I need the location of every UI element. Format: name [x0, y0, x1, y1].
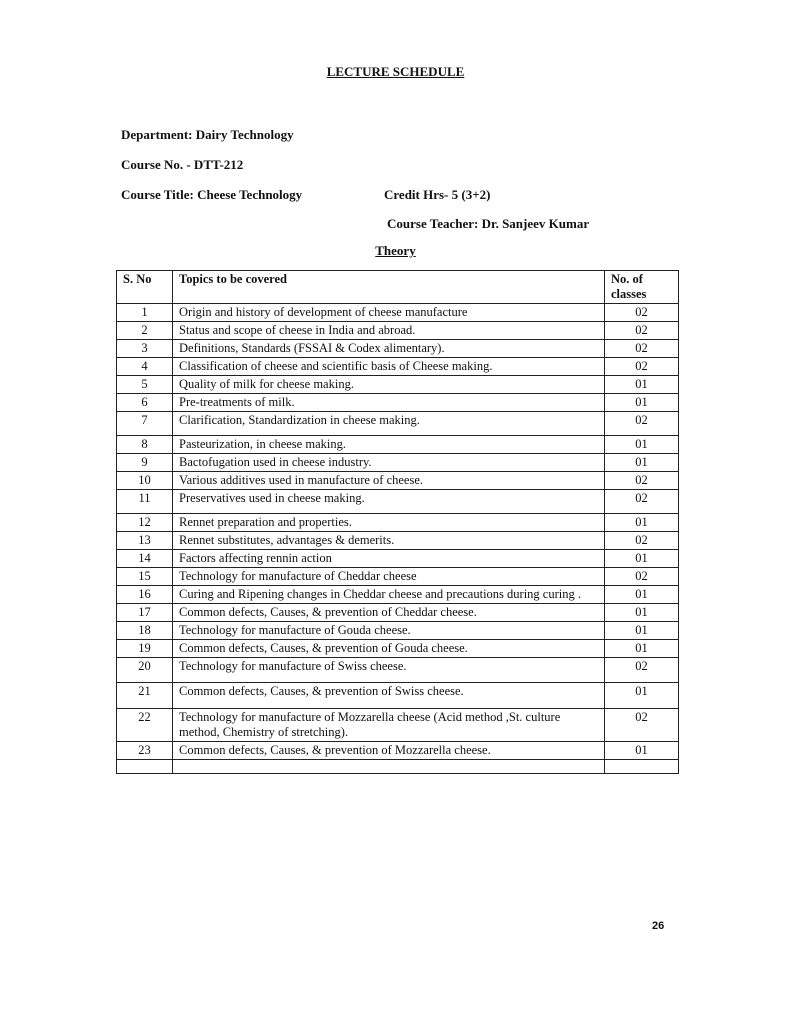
- header-topic: Topics to be covered: [173, 271, 605, 304]
- cell-classes: 02: [605, 304, 679, 322]
- table-row: [117, 358, 679, 376]
- cell-topic: Common defects, Causes, & prevention of Gouda cheese.: [173, 640, 605, 658]
- cell-topic: Common defects, Causes, & prevention of Mozzarella cheese.: [173, 742, 605, 760]
- cell-classes: 01: [605, 550, 679, 568]
- cell-classes: 01: [605, 622, 679, 640]
- cell-classes: 01: [605, 454, 679, 472]
- cell-sno: 13: [117, 532, 173, 550]
- cell-sno: 17: [117, 604, 173, 622]
- cell-sno: 12: [117, 514, 173, 532]
- cell-topic: Clarification, Standardization in cheese making.: [173, 412, 605, 436]
- cell-classes: 02: [605, 412, 679, 436]
- table-row: [117, 394, 679, 412]
- table-row: [117, 412, 679, 436]
- cell-topic: Technology for manufacture of Cheddar cheese: [173, 568, 605, 586]
- cell-sno: 5: [117, 376, 173, 394]
- cell-classes: 02: [605, 658, 679, 683]
- cell-classes: 02: [605, 490, 679, 514]
- table-row: [117, 604, 679, 622]
- cell-sno: 21: [117, 683, 173, 709]
- cell-sno: 15: [117, 568, 173, 586]
- cell-sno: 7: [117, 412, 173, 436]
- cell-topic: Quality of milk for cheese making.: [173, 376, 605, 394]
- cell-topic: Bactofugation used in cheese industry.: [173, 454, 605, 472]
- table-spacer-row: [117, 760, 679, 774]
- course-number-label: Course No. - DTT-212: [121, 157, 244, 172]
- table-row: [117, 322, 679, 340]
- cell-classes: 01: [605, 436, 679, 454]
- table-row: [117, 586, 679, 604]
- cell-classes: 01: [605, 586, 679, 604]
- table-row: [117, 532, 679, 550]
- table-row: [117, 472, 679, 490]
- table-row: [117, 683, 679, 709]
- section-heading: Theory: [375, 243, 416, 258]
- cell-topic: Technology for manufacture of Swiss cheese.: [173, 658, 605, 683]
- page-title: LECTURE SCHEDULE: [326, 64, 465, 79]
- cell-sno: 10: [117, 472, 173, 490]
- cell-sno: 19: [117, 640, 173, 658]
- cell-sno: 23: [117, 742, 173, 760]
- cell-topic: Rennet preparation and properties.: [173, 514, 605, 532]
- cell-classes: 02: [605, 709, 679, 742]
- page-number: 26: [652, 920, 665, 932]
- cell-classes: 01: [605, 394, 679, 412]
- table-row: [117, 568, 679, 586]
- cell-sno: 11: [117, 490, 173, 514]
- cell-topic: Factors affecting rennin action: [173, 550, 605, 568]
- cell-sno: 8: [117, 436, 173, 454]
- course-title-label: Course Title: Cheese Technology: [121, 187, 303, 202]
- cell-sno: 4: [117, 358, 173, 376]
- cell-topic: Pre-treatments of milk.: [173, 394, 605, 412]
- cell-sno: 1: [117, 304, 173, 322]
- table-row: [117, 709, 679, 742]
- department-label: Department: Dairy Technology: [121, 127, 294, 142]
- table-row: [117, 340, 679, 358]
- cell-topic: Rennet substitutes, advantages & demerits.: [173, 532, 605, 550]
- cell-classes: 02: [605, 532, 679, 550]
- cell-classes: 01: [605, 604, 679, 622]
- cell-topic: Various additives used in manufacture of cheese.: [173, 472, 605, 490]
- cell-sno: 14: [117, 550, 173, 568]
- cell-topic: Common defects, Causes, & prevention of Swiss cheese.: [173, 683, 605, 709]
- cell-classes: 02: [605, 322, 679, 340]
- cell-sno: 16: [117, 586, 173, 604]
- table-row: [117, 514, 679, 532]
- cell-classes: 02: [605, 472, 679, 490]
- cell-classes: 01: [605, 376, 679, 394]
- header-classes: No. of classes: [605, 271, 679, 304]
- table-row: [117, 742, 679, 760]
- cell-classes: 01: [605, 514, 679, 532]
- cell-topic: Preservatives used in cheese making.: [173, 490, 605, 514]
- table-row: [117, 454, 679, 472]
- cell-sno: 6: [117, 394, 173, 412]
- cell-classes: 02: [605, 568, 679, 586]
- table-row: [117, 550, 679, 568]
- cell-classes: 02: [605, 358, 679, 376]
- course-teacher-label: Course Teacher: Dr. Sanjeev Kumar: [387, 216, 590, 231]
- table-row: [117, 304, 679, 322]
- cell-topic: Technology for manufacture of Mozzarella cheese (Acid method ,St. culture method, Chemistry of stretching).: [173, 709, 605, 742]
- cell-sno: 22: [117, 709, 173, 742]
- cell-sno: 2: [117, 322, 173, 340]
- table-header-row: [117, 271, 679, 304]
- cell-topic: Curing and Ripening changes in Cheddar cheese and precautions during curing .: [173, 586, 605, 604]
- table-body: [117, 304, 679, 774]
- cell-classes: 01: [605, 640, 679, 658]
- cell-topic: Pasteurization, in cheese making.: [173, 436, 605, 454]
- empty-cell: [117, 760, 173, 774]
- cell-classes: 01: [605, 742, 679, 760]
- header-sno: S. No: [117, 271, 173, 304]
- cell-topic: Definitions, Standards (FSSAI & Codex alimentary).: [173, 340, 605, 358]
- cell-sno: 3: [117, 340, 173, 358]
- table-row: [117, 640, 679, 658]
- empty-cell: [605, 760, 679, 774]
- empty-cell: [173, 760, 605, 774]
- cell-topic: Classification of cheese and scientific basis of Cheese making.: [173, 358, 605, 376]
- table-row: [117, 490, 679, 514]
- cell-topic: Status and scope of cheese in India and abroad.: [173, 322, 605, 340]
- cell-sno: 20: [117, 658, 173, 683]
- table-row: [117, 658, 679, 683]
- cell-sno: 18: [117, 622, 173, 640]
- credit-hours-label: Credit Hrs- 5 (3+2): [384, 187, 491, 202]
- cell-topic: Origin and history of development of cheese manufacture: [173, 304, 605, 322]
- cell-sno: 9: [117, 454, 173, 472]
- table-row: [117, 622, 679, 640]
- cell-topic: Technology for manufacture of Gouda cheese.: [173, 622, 605, 640]
- table-row: [117, 376, 679, 394]
- cell-topic: Common defects, Causes, & prevention of Cheddar cheese.: [173, 604, 605, 622]
- cell-classes: 02: [605, 340, 679, 358]
- lecture-schedule-table: [116, 270, 679, 774]
- cell-classes: 01: [605, 683, 679, 709]
- table-row: [117, 436, 679, 454]
